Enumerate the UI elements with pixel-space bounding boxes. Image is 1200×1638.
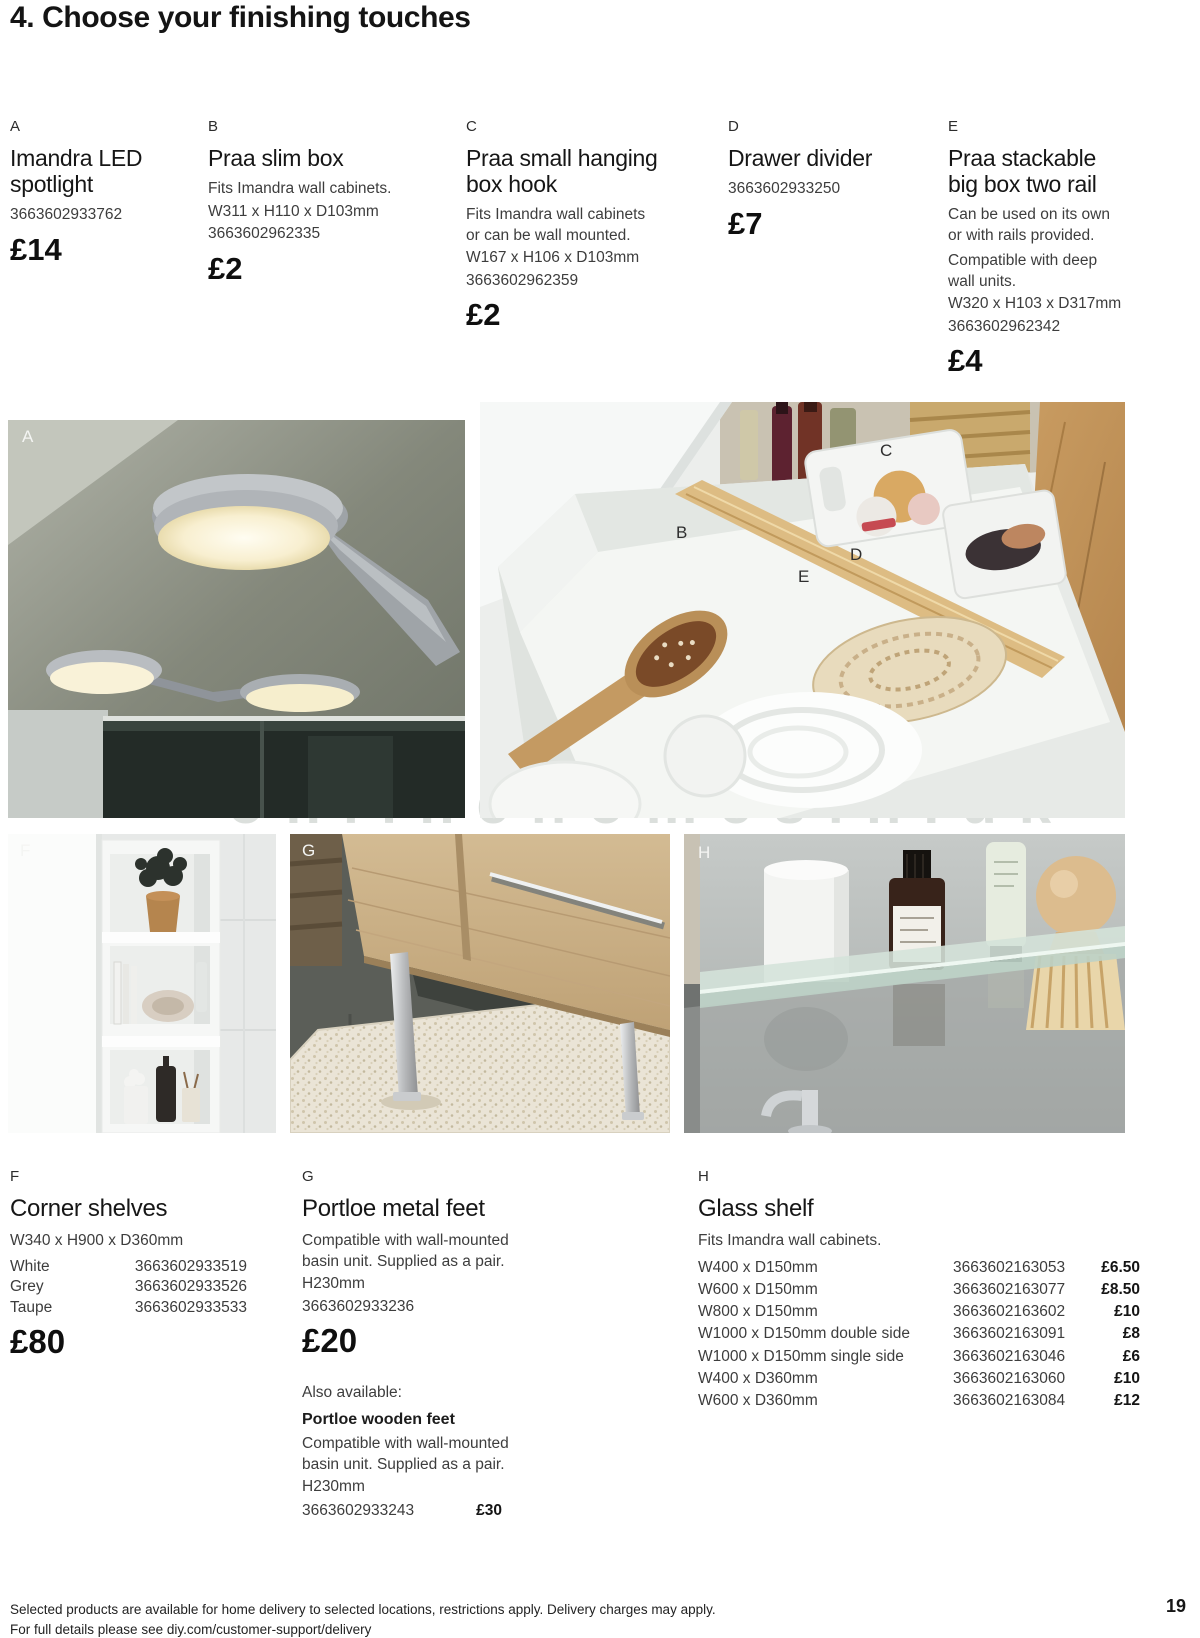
section-dimensions: W340 x H900 x D360mm [10, 1232, 184, 1249]
corner-shelves-photo-art [8, 834, 276, 1133]
product-price: £14 [10, 231, 62, 267]
variant-row [10, 1277, 247, 1298]
product-b [208, 118, 448, 287]
product-letter: C [466, 118, 477, 135]
variant-row [10, 1298, 247, 1319]
alt-product-price: £30 [476, 1501, 502, 1519]
row-size: W1000 x D150mm double side [698, 1325, 910, 1343]
row-size: W800 x D150mm [698, 1303, 818, 1321]
section-price: £80 [10, 1323, 66, 1360]
row-size: W600 x D150mm [698, 1280, 818, 1298]
row-code: 3663602163046 [953, 1347, 1066, 1365]
product-name: Praa small hanging box hook [466, 145, 658, 197]
alt-product-name: Portloe wooden feet [302, 1411, 455, 1428]
table-row [698, 1323, 1140, 1345]
product-description: Compatible with deep wall units. [948, 252, 1098, 290]
product-code: 3663602962342 [948, 317, 1061, 335]
product-code: 3663602933250 [728, 180, 841, 197]
photo-label-h: H [698, 843, 711, 862]
section-height: H230mm [302, 1275, 365, 1292]
section-description: Fits Imandra wall cabinets. [698, 1232, 882, 1249]
alt-product-description: Compatible with wall-mounted basin unit. Supplied as a pair. [302, 1435, 509, 1473]
page-number: 19 [1165, 1596, 1186, 1616]
product-a [10, 118, 190, 268]
product-dimensions: W311 x H110 x D103mm [208, 202, 379, 220]
photo-label-d: D [850, 545, 863, 564]
photo-label-b: B [676, 523, 688, 542]
product-letter: A [10, 118, 21, 135]
spotlight-photo [8, 420, 465, 818]
row-code: 3663602163077 [953, 1280, 1066, 1298]
section-glass-shelf [698, 1168, 1140, 1413]
drawer-photo-art [480, 402, 1125, 818]
row-size: W400 x D360mm [698, 1369, 818, 1387]
variant-code: 3663602933519 [134, 1257, 247, 1275]
glass-shelf-table [698, 1257, 1140, 1413]
variant-colour: Grey [10, 1278, 44, 1295]
section-description: Compatible with wall-mounted basin unit. Supplied as a pair. [302, 1232, 509, 1270]
table-row [698, 1257, 1140, 1279]
metal-feet-photo [290, 834, 670, 1133]
alt-product-height: H230mm [302, 1478, 365, 1495]
row-code: 3663602163053 [953, 1258, 1066, 1276]
glass-shelf-photo-art [684, 834, 1125, 1133]
metal-feet-photo-art [290, 834, 670, 1133]
product-description: Fits Imandra wall cabinets or can be wall mounted. [466, 206, 646, 244]
spotlight-photo-art [8, 420, 465, 818]
photo-label-g: G [302, 841, 316, 860]
photo-label-a: A [22, 427, 34, 446]
product-name: Drawer divider [728, 145, 873, 171]
table-row [698, 1368, 1140, 1390]
variant-colour: White [10, 1257, 50, 1275]
row-price: £10 [1114, 1303, 1140, 1321]
also-available-label: Also available: [302, 1384, 402, 1401]
section-code: 3663602933236 [302, 1297, 415, 1315]
variant-code: 3663602933533 [134, 1298, 247, 1316]
product-price: £2 [466, 297, 501, 332]
photo-label-e: E [798, 567, 810, 586]
row-price: £8 [1122, 1325, 1140, 1343]
product-price: £7 [728, 205, 763, 241]
disclaimer-line-2: For full details please see diy.com/customer-support/delivery [10, 1622, 372, 1637]
table-row [698, 1390, 1140, 1412]
corner-shelves-photo [8, 834, 276, 1133]
row-price: £10 [1114, 1369, 1140, 1387]
page-title: 4. Choose your finishing touches [10, 1, 471, 34]
product-letter: D [728, 118, 739, 135]
photo-label-f: F [20, 841, 31, 860]
disclaimer-line-1: Selected products are available for home delivery to selected locations, restrictions apply. Delivery charges may apply. [10, 1602, 716, 1617]
product-price: £4 [948, 343, 983, 378]
product-d [728, 118, 928, 242]
section-name: Corner shelves [10, 1195, 168, 1222]
product-letter: E [948, 118, 959, 135]
product-c [466, 118, 681, 333]
row-price: £12 [1114, 1392, 1140, 1410]
section-price: £20 [302, 1322, 358, 1359]
photo-label-c: C [880, 441, 893, 460]
row-price: £8.50 [1101, 1280, 1140, 1298]
product-description: Fits Imandra wall cabinets. [208, 180, 392, 197]
product-dimensions: W320 x H103 x D317mm [948, 295, 1122, 312]
row-code: 3663602163084 [953, 1392, 1066, 1410]
variant-colour: Taupe [10, 1298, 53, 1316]
product-code: 3663602962359 [466, 271, 579, 289]
product-name: Praa stackable big box two rail [948, 145, 1097, 197]
glass-shelf-photo [684, 834, 1125, 1133]
drawer-photo [480, 402, 1125, 818]
product-e [948, 118, 1133, 379]
row-size: W400 x D150mm [698, 1258, 818, 1276]
product-name: Imandra LED spotlight [10, 145, 143, 197]
section-name: Portloe metal feet [302, 1195, 485, 1222]
table-row [698, 1346, 1140, 1368]
product-name: Praa slim box [208, 145, 344, 171]
product-description: Can be used on its own or with rails provided. [948, 206, 1110, 244]
variant-row [10, 1257, 247, 1278]
row-code: 3663602163602 [953, 1303, 1066, 1321]
row-size: W1000 x D150mm single side [698, 1347, 904, 1365]
section-corner-shelves [10, 1168, 247, 1361]
product-code: 3663602962335 [208, 225, 321, 242]
section-name: Glass shelf [698, 1195, 814, 1222]
product-price: £2 [208, 250, 243, 286]
table-row [698, 1301, 1140, 1323]
section-letter: G [302, 1168, 314, 1185]
delivery-disclaimer [10, 1600, 716, 1638]
section-letter: H [698, 1168, 709, 1185]
product-letter: B [208, 118, 219, 135]
section-letter: F [10, 1168, 20, 1185]
row-price: £6 [1122, 1347, 1140, 1365]
row-code: 3663602163060 [953, 1369, 1066, 1387]
row-size: W600 x D360mm [698, 1392, 818, 1410]
row-code: 3663602163091 [953, 1325, 1066, 1343]
alt-product-row [302, 1500, 502, 1521]
row-price: £6.50 [1101, 1258, 1140, 1276]
product-dimensions: W167 x H106 x D103mm [466, 249, 640, 266]
section-portloe-feet [302, 1168, 527, 1521]
alt-product-code: 3663602933243 [302, 1501, 415, 1519]
table-row [698, 1279, 1140, 1301]
product-code: 3663602933762 [10, 206, 123, 223]
variant-code: 3663602933526 [134, 1278, 247, 1295]
